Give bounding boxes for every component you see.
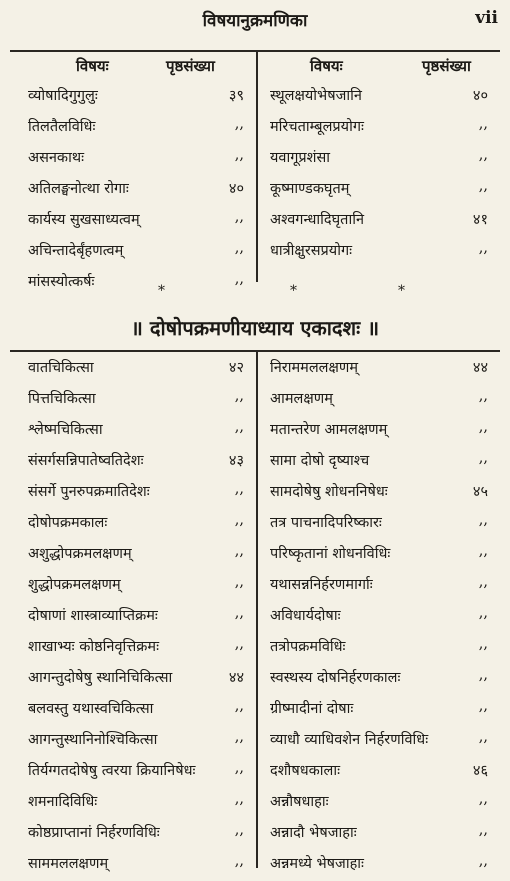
entry-left: अशुद्धोपक्रमलक्षणम् (28, 546, 132, 562)
chapter-rule (10, 350, 500, 352)
entry-left-page: ४० (228, 181, 244, 197)
entry-right-page: ४६ (472, 763, 488, 779)
entry-right: आमलक्षणम् (270, 391, 333, 407)
toc-row (0, 416, 510, 447)
column-headers (0, 56, 510, 82)
entry-left: शमनादिविधिः (28, 794, 98, 810)
entry-right-page: ,, (478, 147, 488, 163)
entry-left-page: ४२ (228, 360, 244, 376)
toc-section-2 (0, 354, 510, 881)
toc-row (0, 237, 510, 268)
toc-row (0, 726, 510, 757)
entry-left: आगन्तुस्थानिनोश्चिकित्सा (28, 732, 158, 748)
entry-left-page: ,, (234, 574, 244, 590)
entry-left-page: ,, (234, 605, 244, 621)
entry-right: तत्रोपक्रमविधिः (270, 639, 346, 655)
entry-right: अन्नादौ भेषजाहाः (270, 825, 357, 841)
entry-right: तत्र पाचनादिपरिष्कारः (270, 515, 382, 531)
entry-left-page: ,, (234, 271, 244, 287)
toc-row (0, 664, 510, 695)
header-rule (10, 50, 500, 52)
entry-left-page: ,, (234, 698, 244, 714)
toc-row (0, 82, 510, 113)
toc-row (0, 602, 510, 633)
entry-right-page: ,, (478, 450, 488, 466)
entry-right-page: ,, (478, 729, 488, 745)
entry-left: संसर्गे पुनरुपक्रमातिदेशः (28, 484, 150, 500)
entry-right: सामदोषेषु शोधननिषेधः (270, 484, 388, 500)
entry-right: यथासन्ननिर्हरणमार्गाः (270, 577, 373, 593)
entry-left-page: ,, (234, 116, 244, 132)
entry-left-page: ,, (234, 419, 244, 435)
entry-left-page: ,, (234, 543, 244, 559)
entry-left-page: ,, (234, 481, 244, 497)
entry-right-page: ४५ (472, 484, 488, 500)
separator-star: * (158, 283, 165, 299)
right-page-header: पृष्ठसंख्या (422, 57, 471, 75)
entry-left: संसर्गसन्निपातेष्वतिदेशः (28, 453, 144, 469)
chapter-title: ॥ दोषोपक्रमणीयाध्याय एकादशः ॥ (130, 316, 380, 340)
entry-right-page: ,, (478, 574, 488, 590)
entry-left-page: ,, (234, 729, 244, 745)
entry-left: पित्तचिकित्सा (28, 391, 96, 407)
entry-left-page: ,, (234, 853, 244, 869)
entry-right-page: ,, (478, 178, 488, 194)
entry-right: स्वस्थस्य दोषनिर्हरणकालः (270, 670, 401, 686)
page-number: vii (475, 8, 498, 28)
toc-row (0, 354, 510, 385)
entry-left: अचिन्तादेर्बृंहणत्वम् (28, 243, 124, 259)
entry-right: धात्रीक्षुरसप्रयोगः (270, 243, 353, 259)
entry-right-page: ,, (478, 791, 488, 807)
entry-right: स्थूलक्षयोभेषजानि (270, 88, 362, 104)
toc-row (0, 850, 510, 881)
entry-right: परिष्कृतानां शोधनविधिः (270, 546, 391, 562)
entry-left: आगन्तुदोषेषु स्थानिचिकित्सा (28, 670, 173, 686)
entry-right-page: ४१ (472, 212, 488, 228)
separator-star: * (398, 283, 405, 299)
entry-left-page: ,, (234, 636, 244, 652)
entry-right-page: ,, (478, 543, 488, 559)
left-subject-header: विषयः (76, 57, 109, 75)
entry-right-page: ,, (478, 512, 488, 528)
entry-left: अतिलङ्घनोत्था रोगाः (28, 181, 129, 197)
entry-left: शुद्धोपक्रमलक्षणम् (28, 577, 121, 593)
entry-right-page: ,, (478, 667, 488, 683)
entry-right: दशौषधकालाः (270, 763, 341, 779)
section-separator (0, 283, 510, 299)
entry-left-page: ,, (234, 791, 244, 807)
entry-left-page: ३९ (228, 88, 244, 104)
toc-row (0, 478, 510, 509)
toc-row (0, 447, 510, 478)
entry-left-page: ,, (234, 822, 244, 838)
entry-right: ग्रीष्मादीनां दोषाः (270, 701, 354, 717)
toc-row (0, 206, 510, 237)
toc-row (0, 633, 510, 664)
entry-left-page: ,, (234, 388, 244, 404)
right-subject-header: विषयः (310, 57, 343, 75)
entry-right-page: ,, (478, 822, 488, 838)
entry-left-page: ,, (234, 240, 244, 256)
entry-right: यवागूप्रशंसा (270, 150, 331, 166)
entry-left-page: ४४ (228, 670, 244, 686)
entry-right-page: ,, (478, 605, 488, 621)
entry-left: दोषाणां शास्त्राव्याप्तिक्रमः (28, 608, 158, 624)
page-title: विषयानुक्रमणिका (202, 11, 308, 31)
toc-row (0, 113, 510, 144)
toc-row (0, 571, 510, 602)
entry-right: निराममललक्षणम् (270, 360, 359, 376)
toc-row (0, 695, 510, 726)
entry-right: मतान्तरेण आमलक्षणम् (270, 422, 388, 438)
entry-left-page: ,, (234, 209, 244, 225)
separator-star: * (290, 283, 297, 299)
toc-row (0, 788, 510, 819)
entry-left: कोष्ठप्राप्तानां निर्हरणविधिः (28, 825, 160, 841)
entry-right-page: ,, (478, 240, 488, 256)
entry-right: अन्नमध्ये भेषजाहाः (270, 856, 364, 872)
toc-row (0, 144, 510, 175)
entry-left: शाखाभ्यः कोष्ठनिवृत्तिक्रमः (28, 639, 160, 655)
entry-left: दोषोपक्रमकालः (28, 515, 108, 531)
entry-left: साममललक्षणम् (28, 856, 109, 872)
entry-right-page: ४४ (472, 360, 488, 376)
toc-row (0, 757, 510, 788)
entry-left: कार्यस्य सुखसाध्यत्वम् (28, 212, 140, 228)
entry-left: मांसस्योत्कर्षः (28, 274, 95, 290)
entry-right: व्याधौ व्याधिवशेन निर्हरणविधिः (270, 732, 429, 748)
entry-left-page: ४३ (228, 453, 244, 469)
entry-right-page: ,, (478, 388, 488, 404)
entry-left: बलवस्तु यथास्वचिकित्सा (28, 701, 154, 717)
entry-left: तिलतैलविधिः (28, 119, 96, 135)
entry-right-page: ,, (478, 853, 488, 869)
entry-right-page: ,, (478, 419, 488, 435)
toc-row (0, 540, 510, 571)
toc-section-1 (0, 82, 510, 299)
entry-left-page: ,, (234, 512, 244, 528)
left-page-header: पृष्ठसंख्या (166, 57, 215, 75)
entry-right: मरिचताम्बूलप्रयोगः (270, 119, 364, 135)
entry-left-page: ,, (234, 147, 244, 163)
entry-right: कूष्माण्डकघृतम् (270, 181, 350, 197)
entry-right: सामा दोषो दृष्याश्च (270, 453, 370, 469)
entry-left: असनकाथः (28, 150, 85, 166)
entry-right: अविधार्यदोषाः (270, 608, 341, 624)
toc-row (0, 819, 510, 850)
entry-right: अश्वगन्धादिघृतानि (270, 212, 365, 228)
toc-row (0, 175, 510, 206)
entry-right-page: ,, (478, 116, 488, 132)
entry-right-page: ४० (472, 88, 488, 104)
page-header (0, 4, 510, 34)
entry-right-page: ,, (478, 636, 488, 652)
entry-right: अन्नौषधाहाः (270, 794, 329, 810)
toc-row (0, 509, 510, 540)
entry-left: वातचिकित्सा (28, 360, 94, 376)
entry-right-page: ,, (478, 698, 488, 714)
entry-left: तिर्यग्गतदोषेषु त्वरया क्रियानिषेधः (28, 763, 196, 779)
entry-left-page: ,, (234, 760, 244, 776)
entry-left: श्लेष्मचिकित्सा (28, 422, 103, 438)
toc-row (0, 385, 510, 416)
entry-left: व्योषादिगुगुलुः (28, 88, 98, 104)
